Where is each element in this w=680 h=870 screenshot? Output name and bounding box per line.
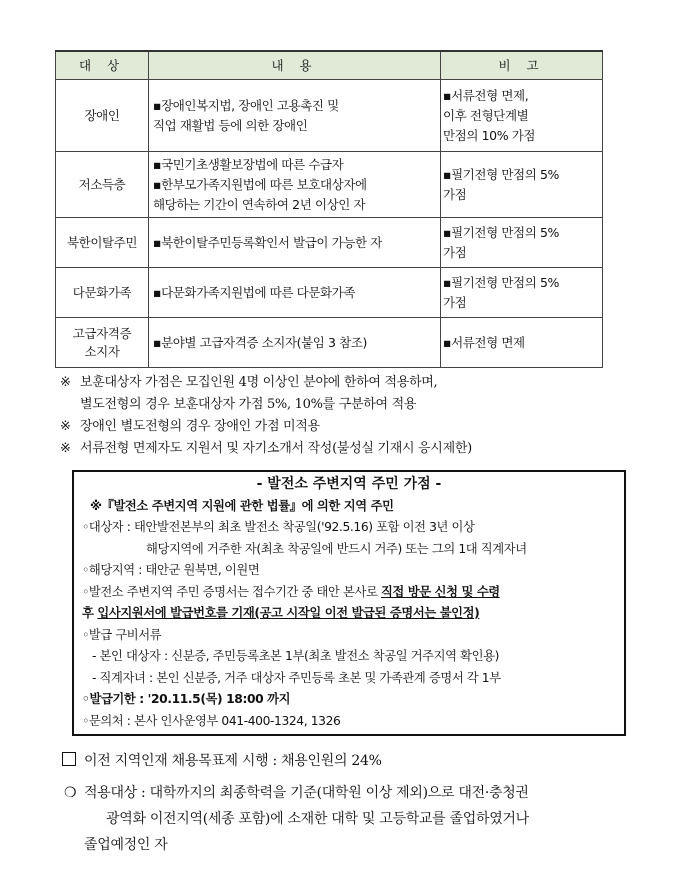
table-row bbox=[56, 152, 603, 218]
row-note bbox=[441, 152, 603, 218]
row-content bbox=[149, 80, 441, 152]
local-resident-box bbox=[72, 470, 626, 736]
note-line: ▪서류전형 면제 bbox=[443, 334, 525, 350]
box-title: - 발전소 주변지역 주민 가점 - bbox=[256, 476, 442, 492]
content-line: ▪한부모가족지원법에 따른 보호대상자에 bbox=[153, 176, 367, 192]
row-target: 다문화가족 bbox=[56, 268, 149, 318]
content-line: ▪북한이탈주민등록확인서 발급이 가능한 자 bbox=[153, 234, 382, 250]
row-note bbox=[441, 268, 603, 318]
row-content bbox=[149, 218, 441, 268]
row-note bbox=[441, 80, 603, 152]
row-target: 고급자격증 소지자 bbox=[56, 318, 149, 368]
note-line: ▪필기전형 만점의 5% bbox=[443, 274, 559, 290]
content-line: ▪분야별 고급자격증 소지자(붙임 3 참조) bbox=[153, 334, 367, 350]
note-item bbox=[60, 394, 640, 416]
box-law: ※『발전소 주변지역 지원에 관한 법률』에 의한 지역 주민 bbox=[90, 498, 394, 513]
row-content bbox=[149, 152, 441, 218]
table-row bbox=[56, 218, 603, 268]
reference-mark: ※ bbox=[60, 375, 71, 390]
note-line: ▪필기전형 만점의 5% bbox=[443, 166, 559, 182]
note-text: 별도전형의 경우 보훈대상자 가점 5%, 10%를 구분하여 적용 bbox=[80, 397, 417, 412]
note-line: 이후 전형단계별 bbox=[443, 107, 529, 123]
box-proof-line bbox=[74, 603, 624, 625]
circle-bullet-icon: ❍ bbox=[64, 785, 77, 801]
table-header-row bbox=[56, 51, 603, 80]
row-content bbox=[149, 268, 441, 318]
reference-mark: ※ bbox=[60, 441, 71, 456]
content-line: ▪장애인복지법, 장애인 고용촉진 및 bbox=[153, 97, 339, 113]
row-note bbox=[441, 218, 603, 268]
row-target: 저소득층 bbox=[56, 152, 149, 218]
note-line: 가점 bbox=[443, 294, 467, 310]
square-bullet-icon bbox=[62, 752, 76, 766]
content-line: ▪다문화가족지원법에 따른 다문화가족 bbox=[153, 284, 356, 300]
notes-section bbox=[60, 372, 640, 460]
note-line: ▪서류전형 면제, bbox=[443, 87, 529, 103]
box-target-line: ◦대상자 : 태안발전본부의 최초 발전소 착공일('92.5.16) 포함 이전 3년 이상 bbox=[82, 520, 475, 534]
note-text: 장애인 별도전형의 경우 장애인 가점 미적용 bbox=[80, 419, 320, 434]
note-line: 만점의 10% 가점 bbox=[443, 127, 536, 143]
note-text: 서류전형 면제자도 지원서 및 자기소개서 작성(불성실 기재시 응시제한) bbox=[80, 441, 472, 456]
table-row bbox=[56, 318, 603, 368]
section-heading bbox=[62, 748, 642, 774]
box-region: ◦해당지역 : 태안군 원북면, 이원면 bbox=[82, 563, 260, 577]
header-target: 대 상 bbox=[56, 51, 149, 80]
note-item bbox=[60, 416, 640, 438]
preference-table bbox=[55, 50, 603, 368]
content-line: ▪국민기초생활보장법에 따른 수급자 bbox=[153, 156, 344, 172]
proof-text: 후 bbox=[82, 606, 98, 620]
box-proof-line bbox=[74, 582, 624, 604]
note-line: 가점 bbox=[443, 186, 467, 202]
row-target: 장애인 bbox=[56, 80, 149, 152]
content-line: 해당하는 기간이 연속하여 2년 이상인 자 bbox=[153, 196, 366, 212]
box-doc-item: - 직계자녀 : 본인 신분증, 거주 대상자 주민등록 초본 및 가족관계 증명서 각 1부 bbox=[92, 670, 501, 685]
table-row bbox=[56, 268, 603, 318]
note-item bbox=[60, 372, 640, 394]
body-line: 광역화 이전지역(세종 포함)에 소재한 대학 및 고등학교를 졸업하였거나 bbox=[106, 811, 529, 827]
content-line: 직업 재활법 등에 의한 장애인 bbox=[153, 117, 308, 133]
box-doc-item: - 본인 대상자 : 신분증, 주민등록초본 1부(최초 발전소 착공일 거주지역 확인용) bbox=[92, 649, 499, 663]
header-content: 내 용 bbox=[149, 51, 441, 80]
box-deadline: ◦발급기한 : '20.11.5(목) 18:00 까지 bbox=[82, 692, 291, 706]
header-note: 비 고 bbox=[441, 51, 603, 80]
note-text: 보훈대상자 가점은 모집인원 4명 이상인 분야에 한하여 적용하며, bbox=[80, 375, 438, 390]
reference-mark: ※ bbox=[60, 419, 71, 434]
body-line: 적용대상 : 대학까지의 최종학력을 기준(대학원 이상 제외)으로 대전·충청권 bbox=[84, 785, 529, 801]
row-content bbox=[149, 318, 441, 368]
note-line: ▪필기전형 만점의 5% bbox=[443, 224, 559, 240]
section-body bbox=[62, 780, 642, 858]
table-row bbox=[56, 80, 603, 152]
box-contact: ◦문의처 : 본사 인사운영부 041-400-1324, 1326 bbox=[82, 713, 341, 728]
note-item bbox=[60, 438, 640, 460]
section-heading-text: 이전 지역인재 채용목표제 시행 : 채용인원의 24% bbox=[84, 753, 382, 769]
note-line: 가점 bbox=[443, 244, 467, 260]
proof-emphasis: 직접 방문 신청 및 수령 bbox=[380, 584, 500, 599]
box-target-line: 해당지역에 거주한 자(최초 착공일에 반드시 거주) 또는 그의 1대 직계자녀 bbox=[146, 541, 527, 556]
row-note bbox=[441, 318, 603, 368]
body-line: 졸업예정인 자 bbox=[84, 837, 168, 853]
box-docs-heading: ◦발급 구비서류 bbox=[82, 627, 162, 642]
regional-talent-section bbox=[62, 748, 642, 858]
row-target: 북한이탈주민 bbox=[56, 218, 149, 268]
proof-text: ◦발전소 주변지역 주민 증명서는 접수기간 중 태안 본사로 bbox=[82, 584, 381, 599]
proof-emphasis: 입사지원서에 발급번호를 기재(공고 시작일 이전 발급된 증명서는 불인정) bbox=[97, 606, 480, 620]
